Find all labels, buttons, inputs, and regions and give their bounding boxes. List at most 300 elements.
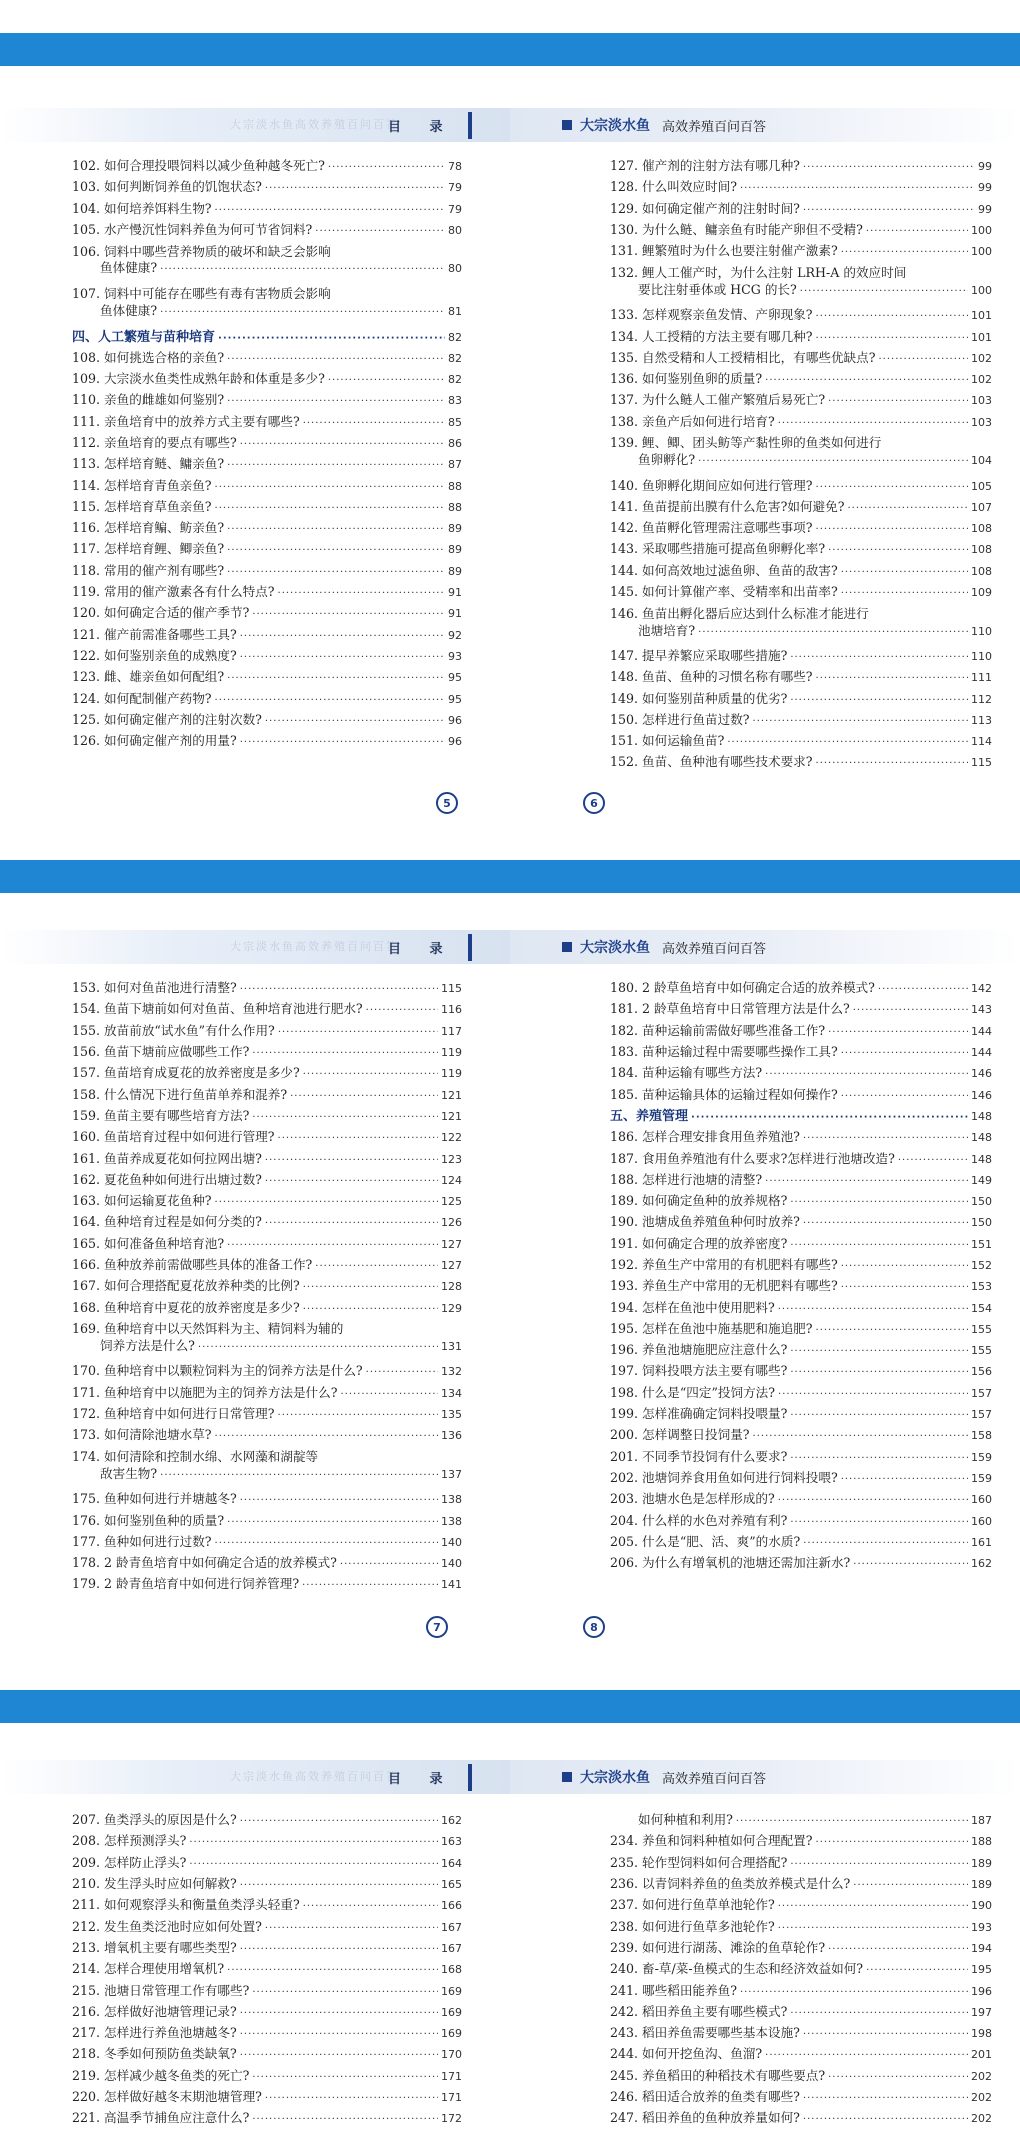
toc-entry xyxy=(72,625,462,646)
leader-dots xyxy=(240,1817,438,1827)
toc-entry-title: 150. 怎样进行鱼苗过数? xyxy=(610,711,750,727)
toc-entry-page: 136 xyxy=(441,1429,462,1443)
toc-entry-page: 154 xyxy=(971,1301,992,1315)
toc-entry-title: 126. 如何确定催产剂的用量? xyxy=(72,733,237,749)
toc-entry-page: 110 xyxy=(971,624,992,638)
toc-entry xyxy=(72,1532,462,1553)
toc-entry-page: 165 xyxy=(441,1878,462,1892)
toc-entry-page: 131 xyxy=(441,1340,462,1354)
toc-entry xyxy=(610,1810,992,1831)
toc-entry-page: 187 xyxy=(971,1814,992,1828)
leader-dots xyxy=(227,1241,438,1251)
toc-entry-title: 218. 冬季如何预防鱼类缺氧? xyxy=(72,2046,237,2062)
toc-entry xyxy=(72,348,462,369)
leader-dots xyxy=(328,376,445,386)
toc-entry-page: 161 xyxy=(971,1535,992,1549)
toc-entry-title: 125. 如何确定催产剂的注射次数? xyxy=(72,711,262,727)
leader-dots xyxy=(778,1496,968,1506)
toc-entry-page: 162 xyxy=(441,1814,462,1828)
toc-entry-page: 144 xyxy=(971,1046,992,1060)
leader-dots xyxy=(828,2073,968,2083)
toc-entry-title-cont: 敌害生物? xyxy=(100,1465,158,1481)
toc-entry-title: 191. 如何确定合理的放养密度? xyxy=(610,1235,788,1251)
toc-entry xyxy=(72,1255,462,1276)
left-running-header xyxy=(0,108,510,142)
toc-entry xyxy=(610,1042,992,1063)
leader-dots xyxy=(227,355,445,365)
leader-dots xyxy=(816,525,968,535)
toc-entry xyxy=(610,1297,992,1318)
book-subtitle: 高效养殖百问百答 xyxy=(662,1772,767,1787)
toc-entry-title: 164. 鱼种培育过程是如何分类的? xyxy=(72,1214,262,1230)
leader-dots xyxy=(240,985,438,995)
spread-2 xyxy=(0,930,1020,1660)
leader-dots xyxy=(240,1496,438,1506)
toc-entry-title: 212. 发生鱼类泛池时应如何处置? xyxy=(72,1918,262,1934)
toc-entry-title: 235. 轮作型饲料如何合理搭配? xyxy=(610,1854,788,1870)
toc-entry-page: 121 xyxy=(441,1088,462,1102)
toc-entry xyxy=(610,1127,992,1148)
leader-dots xyxy=(315,227,445,237)
toc-entry xyxy=(72,518,462,539)
toc-entry-title: 244. 如何开挖鱼沟、鱼溜? xyxy=(610,2046,763,2062)
toc-entry xyxy=(72,1874,462,1895)
toc-entry-title: 197. 饲料投喂方法主要有哪些? xyxy=(610,1363,788,1379)
toc-entry xyxy=(72,412,462,433)
leader-dots xyxy=(841,1049,968,1059)
leader-dots xyxy=(265,1156,438,1166)
toc-entry-page: 171 xyxy=(441,2069,462,2083)
toc-entry xyxy=(72,2002,462,2023)
toc-entry xyxy=(610,1447,992,1468)
toc-entry xyxy=(72,241,462,284)
toc-entry-title: 144. 如何高效地过滤鱼卵、鱼苗的敌害? xyxy=(610,562,838,578)
toc-entry xyxy=(610,1959,992,1980)
page-number-left: 7 xyxy=(426,1616,448,1638)
leader-dots xyxy=(265,1219,438,1229)
toc-entry xyxy=(72,539,462,560)
leader-dots xyxy=(240,1945,438,1955)
toc-entry-page: 202 xyxy=(971,2112,992,2126)
leader-dots xyxy=(816,759,968,769)
toc-entry-page: 138 xyxy=(441,1514,462,1528)
leader-dots xyxy=(278,1028,438,1038)
toc-entry-page: 103 xyxy=(971,394,992,408)
toc-entry-title: 141. 鱼苗提前出膜有什么危害?如何避免? xyxy=(610,498,845,514)
toc-entry-page: 80 xyxy=(448,224,462,238)
toc-entry-title: 174. 如何清除和控制水绵、水网藻和湖靛等 xyxy=(72,1448,319,1464)
header-toc-label: 目 录 xyxy=(388,120,455,135)
toc-entry xyxy=(72,1063,462,1084)
toc-entry xyxy=(610,1191,992,1212)
toc-entry-title: 158. 什么情况下进行鱼苗单养和混养? xyxy=(72,1086,288,1102)
toc-entry xyxy=(610,2044,992,2065)
toc-entry-page: 88 xyxy=(448,500,462,514)
blue-band-top xyxy=(0,33,1020,66)
leader-dots xyxy=(778,1902,968,1912)
toc-entry xyxy=(610,1938,992,1959)
toc-entry xyxy=(610,603,992,646)
toc-entry-page: 82 xyxy=(448,373,462,387)
toc-entry-title: 123. 雌、雄亲鱼如何配组? xyxy=(72,669,225,685)
toc-entry-title: 177. 鱼种如何进行过数? xyxy=(72,1533,212,1549)
left-running-header xyxy=(0,1760,510,1794)
toc-entry-title: 216. 怎样做好池塘管理记录? xyxy=(72,2003,237,2019)
leader-dots xyxy=(816,334,968,344)
toc-entry-title: 142. 鱼苗孵化管理需注意哪些事项? xyxy=(610,520,813,536)
toc-entry xyxy=(72,433,462,454)
toc-entry-page: 140 xyxy=(441,1535,462,1549)
toc-list-right xyxy=(610,156,992,774)
leader-dots xyxy=(215,504,445,514)
toc-entry-title: 四、人工繁殖与苗种培育 xyxy=(72,329,216,345)
toc-entry-page: 82 xyxy=(448,351,462,365)
toc-entry-title: 178. 2 龄青鱼培育中如何确定合适的放养模式? xyxy=(72,1555,337,1571)
toc-entry-page: 167 xyxy=(441,1941,462,1955)
leader-dots xyxy=(778,419,968,429)
toc-entry xyxy=(610,199,992,220)
leader-dots xyxy=(227,568,445,578)
blue-band-middle-1 xyxy=(0,860,1020,893)
header-square-icon xyxy=(562,120,572,130)
toc-entry xyxy=(610,2087,992,2108)
leader-dots xyxy=(828,546,968,556)
toc-entry-page: 163 xyxy=(441,1835,462,1849)
leader-dots xyxy=(841,568,968,578)
leader-dots xyxy=(160,308,445,318)
header-bar xyxy=(468,112,472,139)
toc-entry-page: 99 xyxy=(978,160,992,174)
toc-entry xyxy=(610,1234,992,1255)
toc-entry-page: 88 xyxy=(448,479,462,493)
toc-entry xyxy=(72,1191,462,1212)
toc-list-left xyxy=(72,156,462,752)
toc-entry-title-cont: 鱼体健康? xyxy=(100,260,158,276)
right-running-header xyxy=(510,930,1020,964)
toc-entry-title: 109. 大宗淡水鱼类性成熟年龄和体重是多少? xyxy=(72,371,325,387)
leader-dots xyxy=(691,1113,968,1123)
toc-entry-title: 108. 如何挑选合格的亲鱼? xyxy=(72,349,225,365)
leader-dots xyxy=(303,1902,438,1912)
toc-entry xyxy=(72,646,462,667)
toc-entry-title: 184. 苗种运输有哪些方法? xyxy=(610,1065,763,1081)
toc-entry xyxy=(610,156,992,177)
toc-entry-page: 137 xyxy=(441,1467,462,1481)
toc-entry-title: 115. 怎样培育草鱼亲鱼? xyxy=(72,498,212,514)
toc-entry xyxy=(72,284,462,327)
toc-entry-page: 148 xyxy=(971,1131,992,1145)
toc-entry-page: 99 xyxy=(978,181,992,195)
toc-entry-title: 247. 稻田养鱼的鱼种放养量如何? xyxy=(610,2110,800,2126)
toc-entry xyxy=(72,603,462,624)
leader-dots xyxy=(215,1539,438,1549)
toc-entry-page: 189 xyxy=(971,1856,992,1870)
toc-entry-title: 166. 鱼种放养前需做哪些具体的准备工作? xyxy=(72,1257,313,1272)
leader-dots xyxy=(698,628,968,638)
leader-dots xyxy=(853,1006,968,1016)
toc-entry-title: 163. 如何运输夏花鱼种? xyxy=(72,1193,212,1209)
leader-dots xyxy=(240,440,445,450)
toc-entry-title: 179. 2 龄青鱼培育中如何进行饲养管理? xyxy=(72,1576,300,1592)
toc-entry-page: 141 xyxy=(441,1578,462,1592)
toc-entry-page: 194 xyxy=(971,1941,992,1955)
toc-entry-title: 190. 池塘成鱼养殖鱼种何时放养? xyxy=(610,1214,800,1230)
toc-entry xyxy=(72,390,462,411)
leader-dots xyxy=(816,483,968,493)
leader-dots xyxy=(290,1092,438,1102)
toc-entry-page: 110 xyxy=(971,649,992,663)
leader-dots xyxy=(227,397,445,407)
leader-dots xyxy=(778,1924,968,1934)
toc-entry xyxy=(610,731,992,752)
toc-entry-page: 112 xyxy=(971,692,992,706)
toc-entry xyxy=(72,220,462,241)
toc-entry xyxy=(610,1489,992,1510)
toc-entry-page: 128 xyxy=(441,1280,462,1294)
toc-entry xyxy=(610,475,992,496)
toc-entry-page: 78 xyxy=(448,160,462,174)
toc-entry xyxy=(72,497,462,518)
toc-entry-page: 104 xyxy=(971,454,992,468)
toc-entry-page: 151 xyxy=(971,1237,992,1251)
leader-dots xyxy=(340,1560,438,1570)
toc-entry-page: 89 xyxy=(448,522,462,536)
leader-dots xyxy=(853,1560,968,1570)
toc-entry-page: 116 xyxy=(441,1003,462,1017)
toc-entry xyxy=(610,390,992,411)
toc-entry-page: 152 xyxy=(971,1259,992,1272)
toc-entry-page: 135 xyxy=(441,1408,462,1422)
book-title: 大宗淡水鱼 xyxy=(580,118,650,134)
toc-entry-page: 150 xyxy=(971,1216,992,1230)
toc-entry-title: 195. 怎样在鱼池中施基肥和施追肥? xyxy=(610,1320,813,1336)
toc-entry xyxy=(72,454,462,475)
toc-entry xyxy=(610,1276,992,1297)
leader-dots xyxy=(189,1860,438,1870)
leader-dots xyxy=(252,2073,438,2083)
header-ghost-text: 大宗淡水鱼高效养殖百问百答 xyxy=(230,1770,399,1783)
toc-entry-title: 171. 鱼种培育中以施肥为主的饲养方法是什么? xyxy=(72,1384,338,1400)
toc-entry-page: 127 xyxy=(441,1237,462,1251)
toc-entry xyxy=(610,369,992,390)
leader-dots xyxy=(878,355,968,365)
toc-entry-title: 五、养殖管理 xyxy=(610,1108,689,1124)
toc-entry xyxy=(72,688,462,709)
toc-entry-title: 192. 养鱼生产中常用的有机肥料有哪些? xyxy=(610,1257,838,1272)
toc-entry-page: 168 xyxy=(441,1963,462,1977)
toc-entry xyxy=(72,156,462,177)
toc-entry xyxy=(610,1255,992,1276)
leader-dots xyxy=(878,985,968,995)
leader-dots xyxy=(765,1070,968,1080)
leader-dots xyxy=(240,2030,438,2040)
leader-dots xyxy=(366,1006,438,1016)
toc-entry-page: 159 xyxy=(971,1471,992,1485)
toc-entry-title: 148. 鱼苗、鱼种的习惯名称有哪些? xyxy=(610,669,813,685)
leader-dots xyxy=(698,457,968,467)
toc-entry-title: 129. 如何确定催产剂的注射时间? xyxy=(610,200,800,216)
toc-entry-page: 87 xyxy=(448,458,462,472)
toc-entry-title: 203. 池塘水色是怎样形成的? xyxy=(610,1491,775,1507)
leader-dots xyxy=(278,1411,438,1421)
toc-entry-title: 206. 为什么有增氧机的池塘还需加注新水? xyxy=(610,1555,851,1571)
toc-entry-page: 86 xyxy=(448,437,462,450)
leader-dots xyxy=(240,738,445,748)
toc-entry-page: 100 xyxy=(971,224,992,238)
toc-entry-title: 208. 怎样预测浮头? xyxy=(72,1833,187,1849)
leader-dots xyxy=(215,696,445,706)
toc-entry-page: 172 xyxy=(441,2112,462,2126)
toc-list-left xyxy=(72,978,462,1596)
toc-entry-title: 如何种植和利用? xyxy=(638,1812,733,1828)
toc-entry xyxy=(610,177,992,198)
toc-entry xyxy=(72,369,462,390)
leader-dots xyxy=(790,696,968,706)
toc-entry-title: 121. 催产前需准备哪些工具? xyxy=(72,626,237,642)
toc-entry-page: 138 xyxy=(441,1493,462,1507)
leader-dots xyxy=(790,2009,968,2019)
toc-entry xyxy=(610,1980,992,2001)
toc-entry-page: 202 xyxy=(971,2091,992,2104)
leader-dots xyxy=(215,1432,438,1442)
toc-entry-page: 100 xyxy=(971,283,992,297)
toc-entry-page: 81 xyxy=(448,305,462,319)
toc-entry xyxy=(610,1468,992,1489)
leader-dots xyxy=(302,1581,438,1591)
toc-entry-title: 114. 怎样培育青鱼亲鱼? xyxy=(72,477,212,493)
toc-entry-title: 152. 鱼苗、鱼种池有哪些技术要求? xyxy=(610,754,813,770)
toc-entry-title: 117. 怎样培育鲤、鲫亲鱼? xyxy=(72,541,225,557)
toc-entry xyxy=(610,1532,992,1553)
toc-entry xyxy=(610,667,992,688)
toc-entry xyxy=(610,1510,992,1531)
toc-entry xyxy=(610,582,992,603)
toc-entry-title: 161. 鱼苗养成夏花如何拉网出塘? xyxy=(72,1150,262,1166)
toc-entry-title: 137. 为什么鲢人工催产繁殖后易死亡? xyxy=(610,392,826,408)
toc-entry-page: 101 xyxy=(971,309,992,323)
leader-dots xyxy=(265,184,445,194)
toc-entry-title: 140. 鱼卵孵化期间应如何进行管理? xyxy=(610,477,813,493)
toc-entry-title: 119. 常用的催产激素各有什么特点? xyxy=(72,584,275,600)
leader-dots xyxy=(765,1177,968,1187)
toc-entry-title: 175. 鱼种如何进行并塘越冬? xyxy=(72,1491,237,1507)
leader-dots xyxy=(198,1343,438,1353)
toc-entry xyxy=(72,1810,462,1831)
toc-entry xyxy=(610,262,992,305)
toc-entry xyxy=(610,1425,992,1446)
toc-entry-page: 83 xyxy=(448,394,462,408)
leader-dots xyxy=(240,2009,438,2019)
toc-entry xyxy=(72,1297,462,1318)
leader-dots xyxy=(366,1368,438,1378)
toc-entry-page: 167 xyxy=(441,1920,462,1934)
toc-entry xyxy=(610,1916,992,1937)
toc-entry-page: 188 xyxy=(971,1835,992,1849)
toc-entry-page: 164 xyxy=(441,1856,462,1870)
toc-entry-page: 108 xyxy=(971,522,992,536)
toc-entry xyxy=(610,2002,992,2023)
toc-entry-page: 132 xyxy=(441,1365,462,1379)
toc-entry-page: 102 xyxy=(971,373,992,387)
toc-entry-title: 107. 饲料中可能存在哪些有毒有害物质会影响 xyxy=(72,286,331,302)
toc-entry-title: 180. 2 龄草鱼培育中如何确定合适的放养模式? xyxy=(610,980,875,996)
toc-entry-page: 146 xyxy=(971,1088,992,1102)
toc-entry-title: 240. 畜-草/菜-鱼模式的生态和经济效益如何? xyxy=(610,1961,864,1977)
toc-entry-page: 126 xyxy=(441,1216,462,1230)
book-title: 大宗淡水鱼 xyxy=(580,1770,650,1786)
toc-entry-title: 151. 如何运输鱼苗? xyxy=(610,733,725,749)
toc-entry-title: 172. 鱼种培育中如何进行日常管理? xyxy=(72,1406,275,1422)
toc-entry-page: 89 xyxy=(448,543,462,557)
toc-entry xyxy=(610,2108,992,2129)
toc-entry-title: 201. 不同季节投饲有什么要求? xyxy=(610,1448,788,1464)
page-number-left: 5 xyxy=(436,792,458,814)
toc-entry-page: 121 xyxy=(441,1109,462,1123)
toc-entry-page: 100 xyxy=(971,245,992,259)
toc-entry-title: 168. 鱼种培育中夏花的放养密度是多少? xyxy=(72,1299,300,1315)
leader-dots xyxy=(328,163,445,173)
toc-entry-title: 199. 怎样准确确定饲料投喂量? xyxy=(610,1406,788,1422)
toc-entry-title: 122. 如何鉴别亲鱼的成熟度? xyxy=(72,647,237,663)
toc-entry-title: 167. 如何合理搭配夏花放养种类的比例? xyxy=(72,1278,300,1294)
toc-entry xyxy=(72,2044,462,2065)
toc-entry-title: 149. 如何鉴别苗种质量的优劣? xyxy=(610,690,788,706)
toc-entry-page: 148 xyxy=(971,1152,992,1166)
toc-entry-page: 197 xyxy=(971,2005,992,2019)
toc-entry-page: 160 xyxy=(971,1493,992,1507)
toc-entry-page: 115 xyxy=(441,982,462,996)
leader-dots xyxy=(803,2094,968,2104)
toc-section-heading xyxy=(610,1106,992,1127)
toc-entry-title: 211. 如何观察浮头和衡量鱼类浮头轻重? xyxy=(72,1897,300,1913)
toc-entry-page: 108 xyxy=(971,543,992,557)
toc-entry-title: 188. 怎样进行池塘的清整? xyxy=(610,1171,763,1187)
blue-band-middle-2 xyxy=(0,1690,1020,1723)
toc-entry-page: 113 xyxy=(971,713,992,727)
toc-entry-title-cont: 要比注射垂体或 HCG 的长? xyxy=(638,281,797,297)
toc-entry-page: 166 xyxy=(441,1899,462,1913)
toc-entry xyxy=(610,1895,992,1916)
toc-entry xyxy=(72,177,462,198)
toc-list-left xyxy=(72,1810,462,2129)
leader-dots xyxy=(252,1988,438,1998)
toc-entry xyxy=(72,1234,462,1255)
toc-entry-page: 144 xyxy=(971,1024,992,1038)
toc-entry-title: 209. 怎样防止浮头? xyxy=(72,1854,187,1870)
toc-entry-title: 116. 怎样培育鳊、鲂亲鱼? xyxy=(72,520,225,536)
toc-entry-page: 171 xyxy=(441,2091,462,2104)
leader-dots xyxy=(803,2030,968,2040)
toc-entry-page: 95 xyxy=(448,671,462,685)
leader-dots xyxy=(340,1390,438,1400)
toc-entry-title: 153. 如何对鱼苗池进行清整? xyxy=(72,980,237,996)
toc-entry xyxy=(610,497,992,518)
leader-dots xyxy=(866,1966,968,1976)
leader-dots xyxy=(252,1113,438,1123)
toc-entry xyxy=(72,1148,462,1169)
toc-entry-page: 108 xyxy=(971,564,992,578)
toc-entry xyxy=(72,1404,462,1425)
book-subtitle: 高效养殖百问百答 xyxy=(662,942,767,957)
leader-dots xyxy=(778,1390,968,1400)
toc-entry xyxy=(610,646,992,667)
left-running-header xyxy=(0,930,510,964)
toc-entry-title: 136. 如何鉴别鱼卵的质量? xyxy=(610,371,763,387)
toc-entry xyxy=(72,1980,462,2001)
header-bar xyxy=(468,1764,472,1791)
toc-entry-title: 194. 怎样在鱼池中使用肥料? xyxy=(610,1299,775,1315)
leader-dots xyxy=(841,248,968,258)
